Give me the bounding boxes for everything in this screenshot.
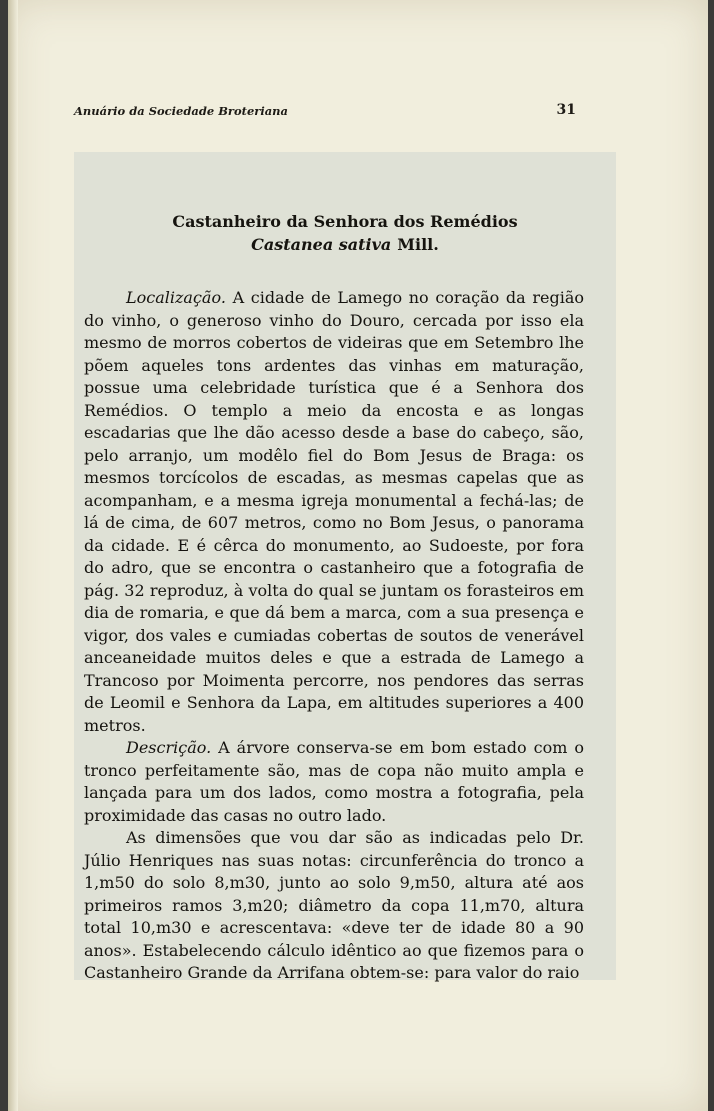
paragraph-label: Localização. bbox=[126, 288, 226, 307]
page-header bbox=[74, 104, 576, 118]
book-page bbox=[8, 0, 708, 1111]
page-gutter-shadow bbox=[8, 0, 18, 1111]
running-head: Anuário da Sociedade Broteriana bbox=[74, 104, 288, 118]
paragraph-text: As dimensões que vou dar são as indicadas pelo Dr. Júlio Henriques nas suas notas: circunferência do tronco a 1,m50 do solo 8,m30, junto ao solo 9,m50, altura até aos primeiros ramos 3,m20; diâmetro da copa 11,m70, altura total 10,m30 e acrescentava: «deve ter de idade 80 a 90 anos». Estabelecendo cálculo idêntico ao que fizemos para o Castanheiro Grande da Arrifana obtem-se: para valor do raio bbox=[84, 828, 584, 982]
page-number: 31 bbox=[556, 102, 576, 118]
article-subtitle bbox=[74, 235, 616, 254]
species-name: Castanea sativa bbox=[251, 235, 392, 254]
paragraph-dimensoes bbox=[84, 827, 584, 985]
paragraph-label: Descrição. bbox=[126, 738, 212, 757]
species-author: Mill. bbox=[397, 235, 439, 254]
paragraph-localizacao bbox=[84, 287, 584, 737]
article-body bbox=[84, 287, 584, 985]
text-block bbox=[74, 152, 616, 980]
article-title: Castanheiro da Senhora dos Remédios bbox=[172, 212, 518, 231]
paragraph-descricao bbox=[84, 737, 584, 827]
paragraph-text: A cidade de Lamego no coração da região do vinho, o generoso vinho do Douro, cercada por isso ela mesmo de morros cobertos de videiras que em Setembro lhe põem aqueles tons ardentes das vinhas em maturação, possue uma celebridade turística que é a Senhora dos Remédios. O templo a meio da encosta e as longas escadarias que lhe dão acesso desde a base do cabeço, são, pelo arranjo, um modêlo fiel do Bom Jesus de Braga: os mesmos torcícolos de escadas, as mesmas capelas que as acompanham, e a mesma igreja monumental a fechá-las; de lá de cima, de 607 metros, como no Bom Jesus, o panorama da cidade. E é cêrca do monumento, ao Sudoeste, por fora do adro, que se encontra o castanheiro que a fotografia de pág. 32 reproduz, à volta do qual se juntam os forasteiros em dia de romaria, e que dá bem a marca, com a sua presença e vigor, dos vales e cumiadas cobertas de soutos de venerável anceaneidade muitos deles e que a estrada de Lamego a Trancoso por Moimenta percorre, nos pendores das serras de Leomil e Senhora da Lapa, em altitudes superiores a 400 metros. bbox=[84, 288, 584, 735]
paragraph-text: A árvore conserva-se em bom estado com o tronco perfeitamente são, mas de copa não muito ampla e lançada para um dos lados, como mostra a fotografia, pela proximidade das casas no outro lado. bbox=[84, 738, 584, 825]
